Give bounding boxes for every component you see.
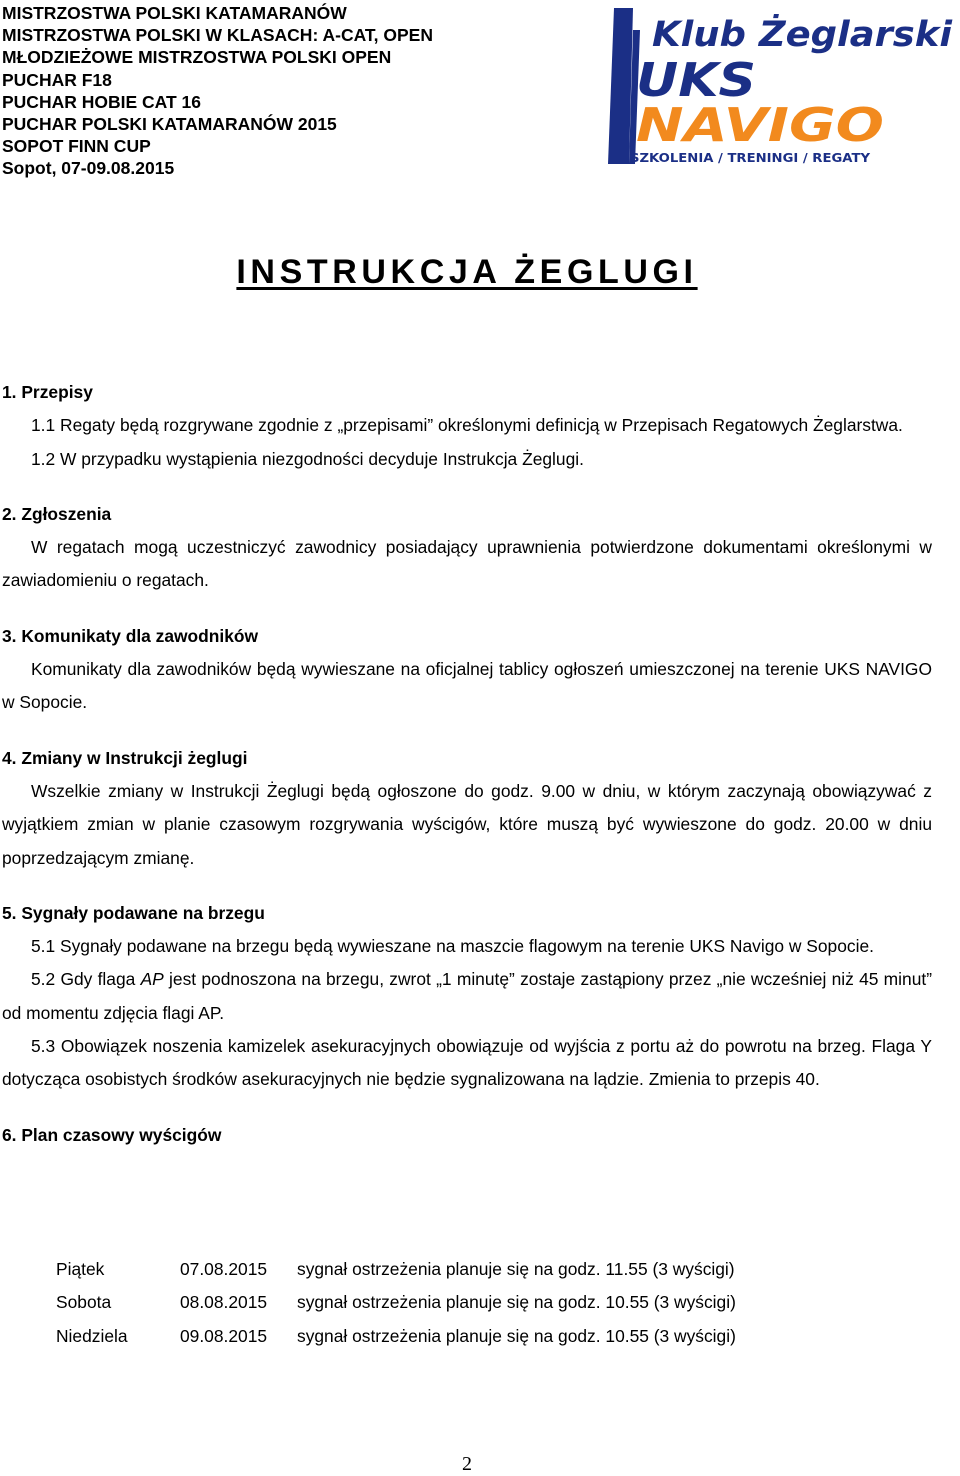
schedule-day: Sobota	[56, 1292, 112, 1313]
club-logo	[606, 6, 956, 168]
header-line: PUCHAR F18	[2, 69, 112, 90]
section-heading: 2. Zgłoszenia	[2, 503, 112, 524]
paragraph: W regatach mogą uczestniczyć zawodnicy posiadający uprawnienia potwierdzone dokumentami określonymi w zawiadomieniu o regatach.	[2, 537, 932, 591]
schedule-date: 07.08.2015	[180, 1259, 268, 1279]
schedule-day: Piątek	[56, 1259, 105, 1279]
document-body	[2, 376, 932, 1152]
page-number: 2	[462, 1453, 472, 1475]
section-heading: 4. Zmiany w Instrukcji żeglugi	[2, 747, 248, 768]
document-title-text: INSTRUKCJA ŻEGLUGI	[236, 253, 698, 291]
table-row	[56, 1286, 736, 1319]
paragraph: 5.3 Obowiązek noszenia kamizelek asekuracyjnych obowiązuje od wyjścia z portu aż do powrotu na brzeg. Flaga Y dotycząca osobistych środków asekuracyjnych nie będzie sygnalizowana na lądzie. Zmienia to przepis 40.	[2, 1036, 932, 1090]
header-line: MŁODZIEŻOWE MISTRZOSTWA POLSKI OPEN	[2, 47, 392, 68]
logo-tagline: SZKOLENIA / TRENINGI / REGATY	[630, 150, 871, 165]
header-line: MISTRZOSTWA POLSKI W KLASACH: A-CAT, OPEN	[2, 25, 433, 46]
header-line: PUCHAR POLSKI KATAMARANÓW 2015	[2, 114, 337, 135]
logo-bar	[608, 8, 633, 164]
paragraph: 1.2 W przypadku wystąpienia niezgodności decyduje Instrukcja Żeglugi.	[31, 448, 584, 469]
schedule-day: Niedziela	[56, 1325, 128, 1346]
race-schedule-table	[56, 1253, 736, 1353]
table-row	[56, 1320, 736, 1353]
logo-line1: Klub Żeglarski	[652, 15, 937, 55]
header-line: PUCHAR HOBIE CAT 16	[2, 91, 202, 112]
paragraph: Komunikaty dla zawodników będą wywieszane na oficjalnej tablicy ogłoszeń umieszczonej na terenie UKS NAVIGO w Sopocie.	[2, 659, 932, 713]
event-header	[2, 2, 433, 180]
paragraph: 1.1 Regaty będą rozgrywane zgodnie z „przepisami” określonymi definicją w Przepisach Regatowych Żeglarstwa.	[31, 415, 903, 436]
document-title	[0, 250, 934, 294]
schedule-date: 09.08.2015	[180, 1325, 268, 1346]
header-line: MISTRZOSTWA POLSKI KATAMARANÓW	[2, 3, 347, 23]
schedule-text: sygnał ostrzeżenia planuje się na godz. 10.55 (3 wyścigi)	[297, 1292, 736, 1313]
header-line: Sopot, 07-09.08.2015	[2, 158, 175, 179]
flag-name: AP	[140, 969, 164, 990]
paragraph-part: 5.2 Gdy flaga	[31, 969, 141, 990]
section-heading: 1. Przepisy	[2, 382, 93, 402]
header-line: SOPOT FINN CUP	[2, 136, 151, 157]
section-heading: 6. Plan czasowy wyścigów	[2, 1124, 222, 1145]
table-row	[56, 1253, 736, 1286]
schedule-text: sygnał ostrzeżenia planuje się na godz. 11.55 (3 wyścigi)	[297, 1259, 735, 1279]
section-heading: 3. Komunikaty dla zawodników	[2, 625, 259, 646]
paragraph: Wszelkie zmiany w Instrukcji Żeglugi będą ogłoszone do godz. 9.00 w dniu, w którym zaczynają obowiązywać z wyjątkiem zmian w planie czasowym rozgrywania wyścigów, które muszą być wywieszone do godz. 20.00 w dniu poprzedzającym zmianę.	[2, 780, 932, 868]
schedule-text: sygnał ostrzeżenia planuje się na godz. 10.55 (3 wyścigi)	[297, 1325, 736, 1346]
paragraph-part: jest podnoszona na brzegu, zwrot „1 minutę” zostaje zastąpiony przez „nie wcześniej niż 45 minut” od momentu zdjęcia flagi AP.	[2, 969, 932, 1023]
logo-line3: NAVIGO	[636, 98, 884, 152]
logo-line2: UKS	[636, 53, 756, 107]
schedule-date: 08.08.2015	[180, 1292, 268, 1313]
paragraph: 5.1 Sygnały podawane na brzegu będą wywieszane na maszcie flagowym na terenie UKS Navigo w Sopocie.	[31, 936, 874, 957]
paragraph	[2, 963, 932, 1030]
section-heading: 5. Sygnały podawane na brzegu	[2, 902, 265, 923]
